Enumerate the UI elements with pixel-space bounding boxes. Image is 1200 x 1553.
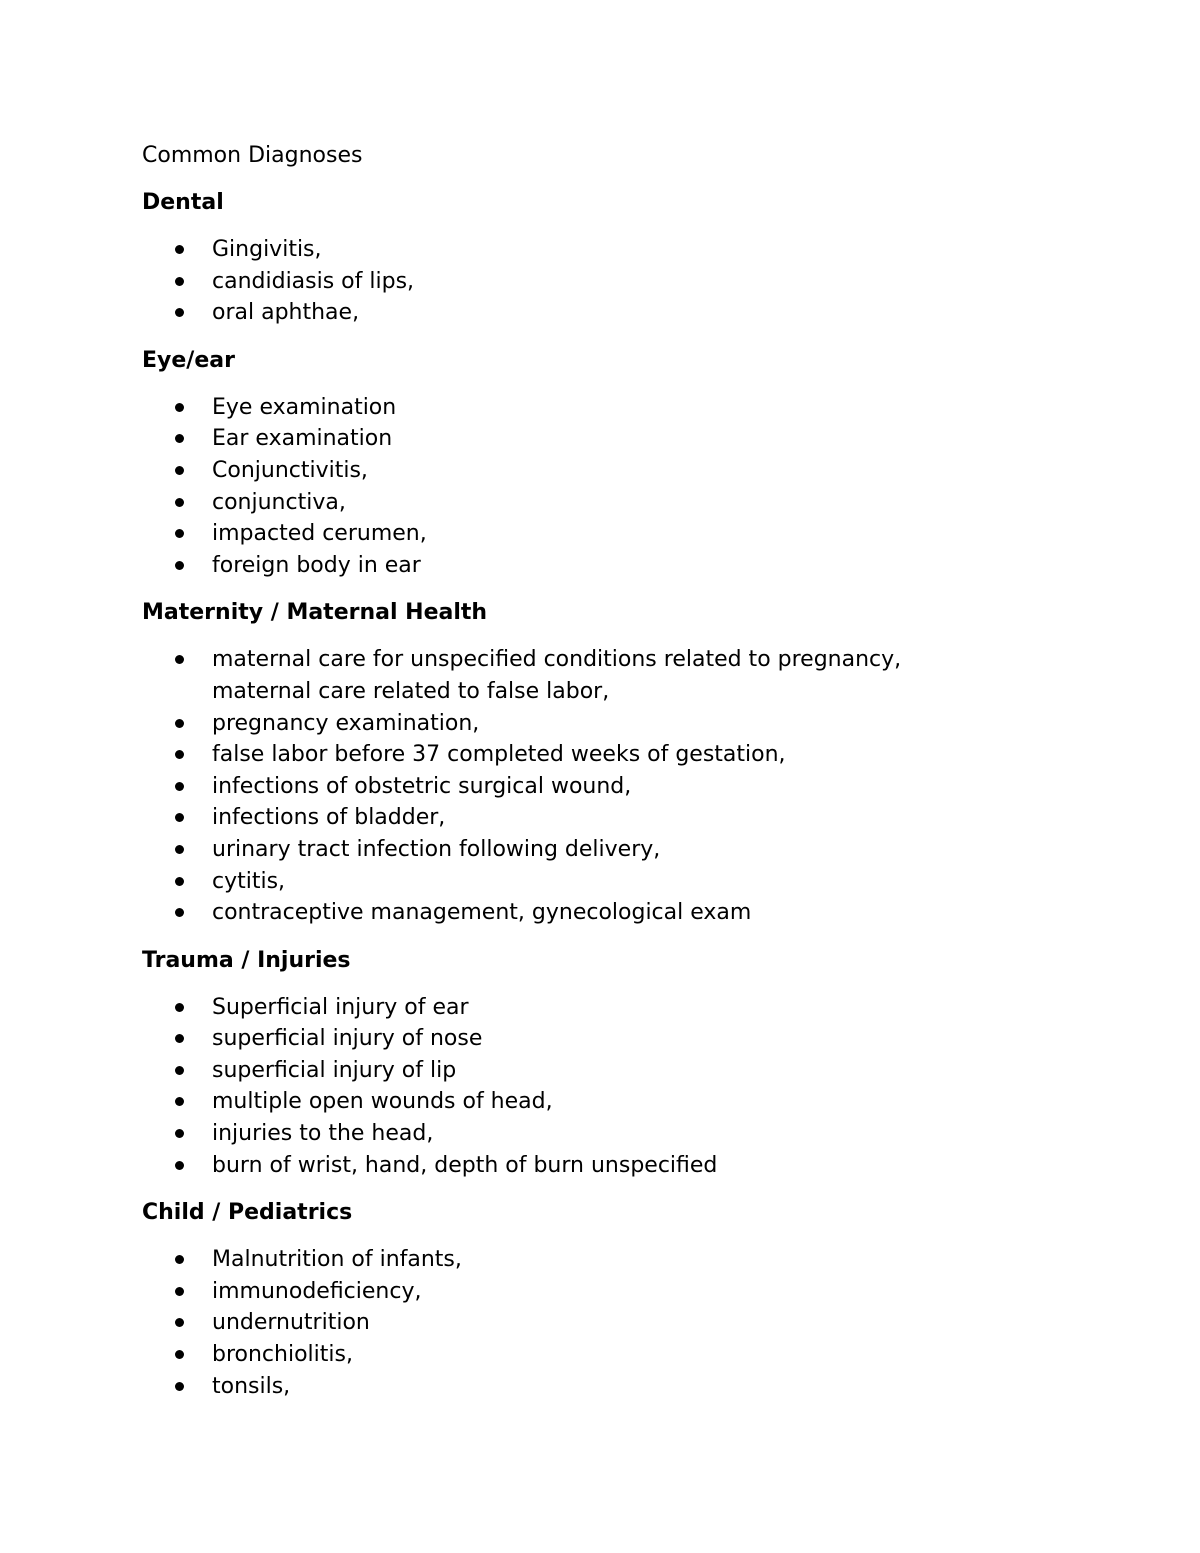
- bullet-icon: [175, 908, 184, 917]
- list-item: [142, 392, 1122, 424]
- list-item-text: Superficial injury of ear: [212, 994, 469, 1020]
- bullet-list: [142, 392, 1122, 582]
- list-item-text: burn of wrist, hand, depth of burn unspecified: [212, 1152, 718, 1178]
- document-body: [142, 140, 1122, 1402]
- bullet-icon: [175, 434, 184, 443]
- list-item: [142, 1055, 1122, 1087]
- bullet-icon: [175, 529, 184, 538]
- list-item-text: tonsils,: [212, 1373, 291, 1399]
- list-item: [142, 297, 1122, 329]
- list-item: [142, 992, 1122, 1024]
- list-item-text: Gingivitis,: [212, 237, 322, 262]
- bullet-list: [142, 234, 1122, 329]
- bullet-list: [142, 992, 1122, 1182]
- list-item: [142, 1118, 1122, 1150]
- bullet-icon: [175, 782, 184, 791]
- list-item-text: maternal care for unspecified conditions related to pregnancy, maternal care related to false labor,: [212, 647, 902, 704]
- list-item: [142, 487, 1122, 519]
- section-heading: Child / Pediatrics: [142, 1200, 353, 1226]
- bullet-icon: [175, 750, 184, 759]
- list-item-text: urinary tract infection following delivery,: [212, 836, 661, 862]
- list-item: [142, 550, 1122, 582]
- list-item: [142, 1371, 1122, 1403]
- bullet-icon: [175, 1350, 184, 1359]
- bullet-icon: [175, 1318, 184, 1327]
- bullet-icon: [175, 845, 184, 854]
- bullet-icon: [175, 1034, 184, 1043]
- list-item-text: superficial injury of lip: [212, 1057, 457, 1083]
- section: [142, 597, 1122, 928]
- bullet-icon: [175, 1066, 184, 1075]
- list-item-text: conjunctiva,: [212, 489, 346, 515]
- bullet-list: [142, 1244, 1122, 1402]
- list-item-text: Eye examination: [212, 394, 397, 420]
- document-title: Common Diagnoses: [142, 143, 363, 168]
- list-item-text: injuries to the head,: [212, 1121, 434, 1147]
- bullet-icon: [175, 498, 184, 507]
- bullet-list: [142, 644, 1122, 928]
- bullet-icon: [175, 719, 184, 728]
- bullet-icon: [175, 813, 184, 822]
- list-item: [142, 266, 1122, 298]
- list-item: [142, 1086, 1122, 1118]
- list-item: [142, 234, 1122, 266]
- section-heading: Maternity / Maternal Health: [142, 600, 488, 626]
- bullet-icon: [175, 403, 184, 412]
- list-item-text: impacted cerumen,: [212, 521, 427, 547]
- list-item: [142, 518, 1122, 550]
- list-item-text: false labor before 37 completed weeks of gestation,: [212, 742, 786, 768]
- sections-container: [142, 187, 1122, 1402]
- list-item-text: Conjunctivitis,: [212, 457, 368, 483]
- section: [142, 345, 1122, 582]
- bullet-icon: [175, 655, 184, 664]
- list-item-text: infections of bladder,: [212, 805, 446, 831]
- list-item: [142, 1244, 1122, 1276]
- list-item: [142, 1307, 1122, 1339]
- list-item: [142, 1150, 1122, 1182]
- bullet-icon: [175, 1161, 184, 1170]
- list-item: [142, 708, 1122, 740]
- list-item: [142, 866, 1122, 898]
- bullet-icon: [175, 308, 184, 317]
- bullet-icon: [175, 1129, 184, 1138]
- bullet-icon: [175, 561, 184, 570]
- list-item: [142, 423, 1122, 455]
- section-heading: Eye/ear: [142, 347, 235, 373]
- list-item-text: Malnutrition of infants,: [212, 1247, 462, 1273]
- list-item-text: candidiasis of lips,: [212, 268, 415, 294]
- bullet-icon: [175, 1097, 184, 1106]
- bullet-icon: [175, 466, 184, 475]
- section: [142, 1197, 1122, 1402]
- bullet-icon: [175, 877, 184, 886]
- section: [142, 945, 1122, 1182]
- list-item: [142, 834, 1122, 866]
- list-item-text: oral aphthae,: [212, 300, 360, 326]
- list-item: [142, 455, 1122, 487]
- list-item: [142, 644, 1122, 707]
- list-item: [142, 1276, 1122, 1308]
- list-item: [142, 771, 1122, 803]
- list-item: [142, 739, 1122, 771]
- list-item-text: Ear examination: [212, 426, 393, 452]
- list-item-text: cytitis,: [212, 868, 286, 894]
- list-item-text: infections of obstetric surgical wound,: [212, 773, 632, 799]
- bullet-icon: [175, 1003, 184, 1012]
- bullet-icon: [175, 1255, 184, 1264]
- section: [142, 187, 1122, 329]
- list-item-text: bronchiolitis,: [212, 1342, 353, 1368]
- list-item: [142, 897, 1122, 929]
- bullet-icon: [175, 1287, 184, 1296]
- section-heading: Trauma / Injuries: [142, 947, 351, 973]
- bullet-icon: [175, 1382, 184, 1391]
- list-item-text: immunodeficiency,: [212, 1278, 422, 1304]
- list-item: [142, 802, 1122, 834]
- list-item-text: contraceptive management, gynecological exam: [212, 900, 752, 926]
- list-item: [142, 1023, 1122, 1055]
- bullet-icon: [175, 277, 184, 286]
- list-item-text: pregnancy examination,: [212, 710, 480, 736]
- list-item: [142, 1339, 1122, 1371]
- list-item-text: multiple open wounds of head,: [212, 1089, 553, 1115]
- bullet-icon: [175, 245, 184, 254]
- list-item-text: undernutrition: [212, 1310, 370, 1336]
- section-heading: Dental: [142, 190, 224, 215]
- list-item-text: superficial injury of nose: [212, 1026, 483, 1052]
- list-item-text: foreign body in ear: [212, 552, 421, 578]
